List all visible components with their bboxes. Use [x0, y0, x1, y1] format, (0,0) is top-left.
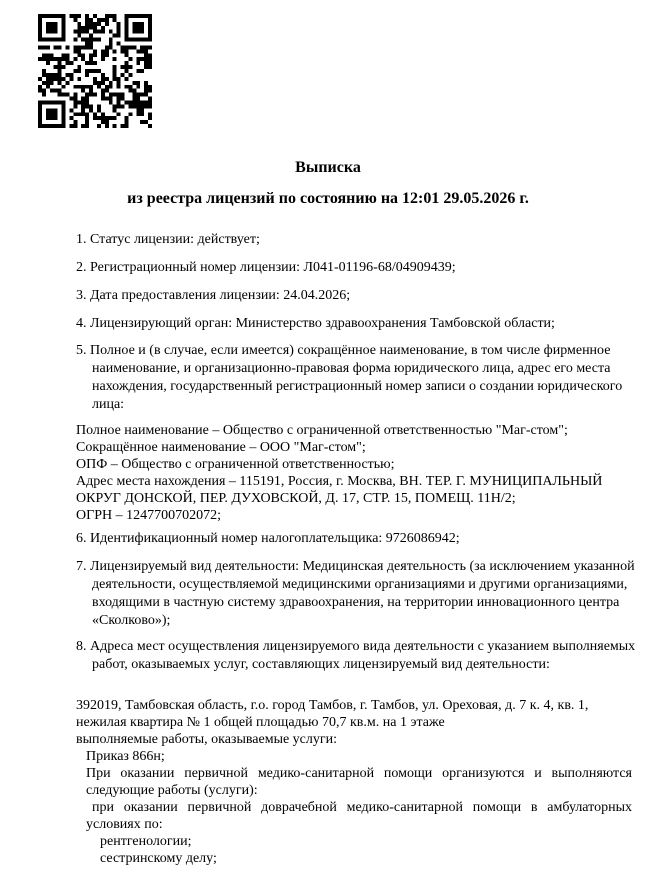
- document-title: Выписка: [295, 159, 361, 176]
- qr-code: [38, 14, 152, 128]
- order-reference: Приказ 866н;: [86, 749, 165, 764]
- org-address-line1: Адрес места нахождения – 115191, Россия, г. Москва, ВН. ТЕР. Г. МУНИЦИПАЛЬНЫЙ: [76, 474, 603, 489]
- org-details: [76, 422, 632, 524]
- prehospital-care-line2: условиях по:: [86, 817, 163, 832]
- licensed-activity: 7. Лицензируемый вид деятельности: Медицинская деятельность (за исключением указанной деятельности, осуществляемой медицинскими организациями и другими организациями, входящими в частную систему здравоохранения, на территории инновационного центра «Сколково»);: [76, 559, 635, 628]
- license-reg-number: 2. Регистрационный номер лицензии: Л041-01196-68/04909439;: [76, 260, 456, 275]
- org-full-name: Полное наименование – Общество с ограниченной ответственностью "Маг-стом";: [76, 423, 568, 438]
- org-ogrn: ОГРН – 1247700702072;: [76, 508, 221, 523]
- activity-place: [76, 697, 632, 867]
- service-item: сестринскому делу;: [100, 851, 217, 866]
- primary-care-line1: При оказании первичной медико-санитарной помощи организуются и выполняются: [86, 766, 632, 781]
- org-name-heading: 5. Полное и (в случае, если имеется) сокращённое наименование, в том числе фирменное наименование, и организационно-правовая форма юридического лица, адрес его места нахождения, государственный регистрационный номер записи о создании юридического лица:: [76, 343, 623, 412]
- document-subtitle: из реестра лицензий по состоянию на 12:01 29.05.2026 г.: [127, 190, 529, 207]
- service-item: рентгенологии;: [100, 834, 192, 849]
- taxpayer-id: 6. Идентификационный номер налогоплательщика: 9726086942;: [76, 531, 460, 546]
- org-address-line2: ОКРУГ ДОНСКОЙ, ПЕР. ДУХОВСКОЙ, Д. 17, СТР. 15, ПОМЕЩ. 11Н/2;: [76, 491, 516, 506]
- works-label: выполняемые работы, оказываемые услуги:: [76, 732, 338, 747]
- org-short-name: Сокращённое наименование – ООО "Маг-стом";: [76, 440, 366, 455]
- addresses-heading: 8. Адреса мест осуществления лицензируемого вида деятельности с указанием выполняемых работ, оказываемых услуг, составляющих лицензируемый вид деятельности:: [76, 639, 636, 672]
- primary-care-line2: следующие работы (услуги):: [86, 783, 258, 798]
- org-opf: ОПФ – Общество с ограниченной ответственностью;: [76, 457, 395, 472]
- license-date: 3. Дата предоставления лицензии: 24.04.2026;: [76, 288, 351, 303]
- place-address-line1: 392019, Тамбовская область, г.о. город Тамбов, г. Тамбов, ул. Ореховая, д. 7 к. 4, кв. 1,: [76, 698, 589, 713]
- licensing-authority: 4. Лицензирующий орган: Министерство здравоохранения Тамбовской области;: [76, 316, 555, 331]
- place-address-line2: нежилая квартира № 1 общей площадью 70,7 кв.м. на 1 этаже: [76, 715, 445, 730]
- license-status: 1. Статус лицензии: действует;: [76, 232, 260, 247]
- prehospital-care-line1: при оказании первичной доврачебной медико-санитарной помощи в амбулаторных: [92, 800, 632, 815]
